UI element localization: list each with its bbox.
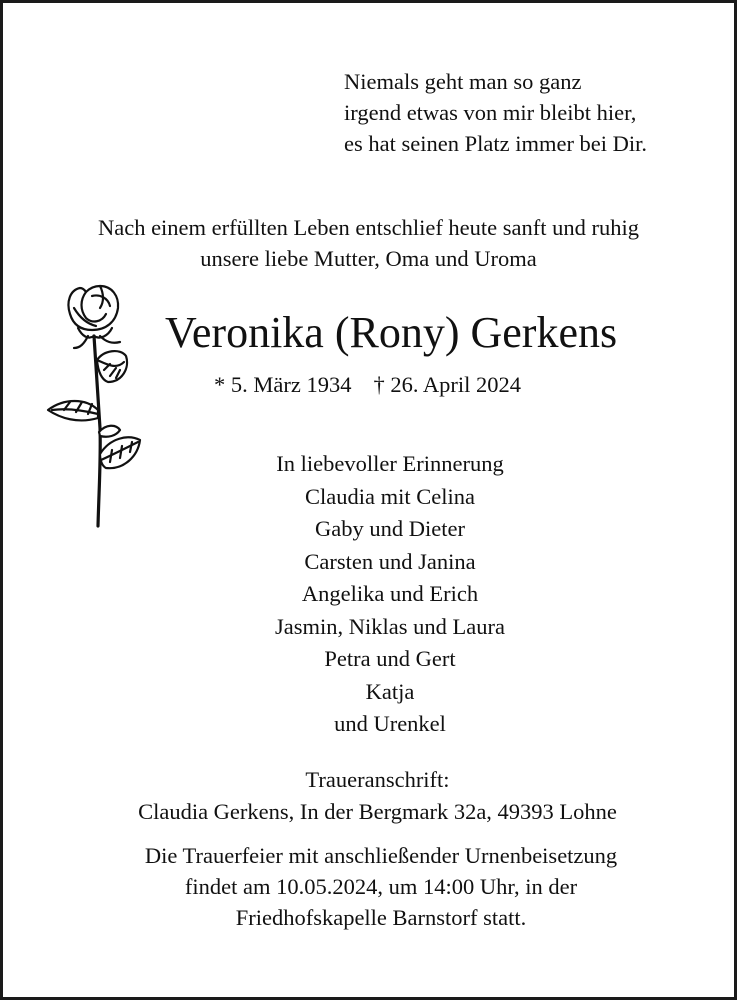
poem-line: Niemals geht man so ganz: [344, 69, 582, 94]
intro-text: [0, 212, 737, 274]
ceremony-line: findet am 10.05.2024, um 14:00 Uhr, in der: [184, 874, 578, 899]
life-dates: [214, 370, 521, 400]
mourning-address: [0, 764, 737, 828]
intro-line: unsere liebe Mutter, Oma und Uroma: [200, 246, 537, 271]
address-label: Traueranschrift:: [305, 767, 450, 792]
ceremony-line: Die Trauerfeier mit anschließender Urnenbeisetzung: [144, 843, 618, 868]
rose-icon: [40, 278, 150, 533]
deceased-name: Veronika (Rony) Gerkens: [165, 308, 618, 357]
poem-line: irgend etwas von mir bleibt hier,: [344, 100, 637, 125]
ceremony-info: [0, 840, 737, 933]
mourner-entry: Petra und Gert: [324, 646, 456, 671]
mourner-entry: Claudia mit Celina: [305, 483, 475, 509]
address-line: Claudia Gerkens, In der Bergmark 32a, 49393 Lohne: [138, 799, 617, 824]
mourner-entry: und Urenkel: [334, 711, 446, 736]
mourner-entry: Gaby und Dieter: [315, 516, 465, 541]
poem-line: es hat seinen Platz immer bei Dir.: [344, 131, 648, 156]
mourner-entry: Katja: [365, 678, 415, 704]
poem: [344, 66, 647, 159]
mourner-entry: Angelika und Erich: [301, 581, 479, 606]
intro-line: Nach einem erfüllten Leben entschlief heute sanft und ruhig: [97, 215, 640, 240]
death-date: † 26. April 2024: [373, 372, 521, 397]
ceremony-line: Friedhofskapelle Barnstorf statt.: [235, 905, 527, 930]
mourners-list: [190, 448, 590, 741]
mourner-entry: Carsten und Janina: [304, 548, 476, 574]
mourners-heading: In liebevoller Erinnerung: [276, 451, 504, 476]
mourner-entry: Jasmin, Niklas und Laura: [275, 613, 505, 639]
birth-date: * 5. März 1934: [214, 372, 352, 397]
